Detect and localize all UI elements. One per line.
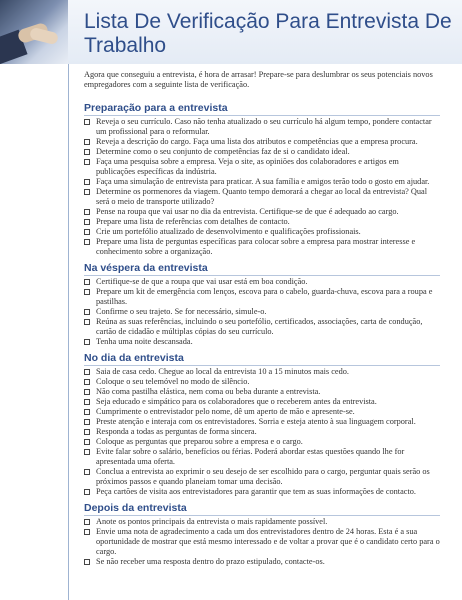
intro-paragraph: Agora que conseguiu a entrevista, é hora de arrasar! Prepare-se para deslumbrar os seus potenciais novos empregadores com a seguinte lista de verificação. bbox=[84, 70, 433, 89]
checklist-item-text: Coloque o seu telemóvel no modo de silêncio. bbox=[96, 377, 250, 386]
checkbox-icon[interactable] bbox=[84, 279, 90, 285]
checkbox-icon[interactable] bbox=[84, 219, 90, 225]
checklist-section bbox=[84, 262, 440, 347]
checklist-item-text: Crie um portefólio atualizado de desenvolvimento e qualificações profissionais. bbox=[96, 227, 361, 236]
checklist-item-text: Cumprimente o entrevistador pelo nome, dê um aperto de mão e apresente-se. bbox=[96, 407, 355, 416]
checklist-item-text: Envie uma nota de agradecimento a cada um dos entrevistadores dentro de 24 horas. Esta é a sua oportunidade de mostrar que está mesmo interessado e de voltar a provar que é o candidato certo para o cargo. bbox=[96, 527, 440, 556]
checklist-item bbox=[84, 437, 440, 447]
checklist-section bbox=[84, 352, 440, 497]
checklist-item-text: Reveja a descrição do cargo. Faça uma lista dos atributos e competências que a empresa procura. bbox=[96, 137, 418, 146]
checklist-item-text: Pense na roupa que vai usar no dia da entrevista. Certifique-se de que é adequado ao cargo. bbox=[96, 207, 399, 216]
checklist-item bbox=[84, 157, 440, 177]
section-divider bbox=[84, 365, 440, 366]
checklist-item-text: Preste atenção e interaja com os entrevistadores. Sorria e esteja atento à sua linguagem corporal. bbox=[96, 417, 416, 426]
checklist-item bbox=[84, 447, 440, 467]
checklist-item bbox=[84, 277, 440, 287]
section-heading: Depois da entrevista bbox=[84, 502, 187, 514]
checklist-item-text: Confirme o seu trajeto. Se for necessário, simule-o. bbox=[96, 307, 267, 316]
checklist-item bbox=[84, 287, 440, 307]
checklist-item-text: Evite falar sobre o salário, benefícios ou férias. Poderá abordar estas questões quando lhe for apresentada uma oferta. bbox=[96, 447, 405, 466]
checkbox-icon[interactable] bbox=[84, 139, 90, 145]
checkbox-icon[interactable] bbox=[84, 529, 90, 535]
checklist-item bbox=[84, 367, 440, 377]
checklist-item-text: Prepare uma lista de referências com detalhes de contacto. bbox=[96, 217, 290, 226]
document-content bbox=[84, 70, 440, 572]
checkbox-icon[interactable] bbox=[84, 399, 90, 405]
checkbox-icon[interactable] bbox=[84, 559, 90, 565]
checkbox-icon[interactable] bbox=[84, 409, 90, 415]
checklist-item bbox=[84, 397, 440, 407]
checklist bbox=[84, 367, 440, 497]
checklist-item bbox=[84, 217, 440, 227]
checkbox-icon[interactable] bbox=[84, 369, 90, 375]
checklist-item-text: Faça uma pesquisa sobre a empresa. Veja o site, as opiniões dos colaboradores e artigos em publicações específicas da indústria. bbox=[96, 157, 399, 176]
checkbox-icon[interactable] bbox=[84, 439, 90, 445]
section-divider bbox=[84, 115, 440, 116]
sections-container bbox=[84, 102, 440, 567]
checkbox-icon[interactable] bbox=[84, 389, 90, 395]
page-title: Lista De Verificação Para Entrevista De Trabalho bbox=[84, 10, 452, 57]
checklist-item-text: Determine os pormenores da viagem. Quanto tempo demorará a chegar ao local da entrevista? Qual será o meio de transporte utilizado? bbox=[96, 187, 428, 206]
section-divider bbox=[84, 515, 440, 516]
checkbox-icon[interactable] bbox=[84, 189, 90, 195]
checkbox-icon[interactable] bbox=[84, 229, 90, 235]
checklist-item bbox=[84, 147, 440, 157]
checklist-item-text: Responda a todas as perguntas de forma sincera. bbox=[96, 427, 257, 436]
checkbox-icon[interactable] bbox=[84, 429, 90, 435]
checklist-item-text: Conclua a entrevista ao exprimir o seu desejo de ser escolhido para o cargo, perguntar quais serão os próximos passos e quando planeiam tomar uma decisão. bbox=[96, 467, 430, 486]
checkbox-icon[interactable] bbox=[84, 309, 90, 315]
checklist-item-text: Determine como o seu conjunto de competências faz de si o candidato ideal. bbox=[96, 147, 350, 156]
checkbox-icon[interactable] bbox=[84, 319, 90, 325]
handshake-photo bbox=[0, 0, 68, 64]
checklist-item-text: Reúna as suas referências, incluindo o seu portefólio, certificados, associações, carta de condução, cartão de cidadão e múltiplas cópias do seu currículo. bbox=[96, 317, 423, 336]
checklist-section bbox=[84, 502, 440, 567]
checklist-item-text: Faça uma simulação de entrevista para praticar. A sua família e amigos terão todo o gosto em ajudar. bbox=[96, 177, 430, 186]
checklist-item bbox=[84, 387, 440, 397]
checkbox-icon[interactable] bbox=[84, 469, 90, 475]
checklist-item bbox=[84, 337, 440, 347]
left-margin-rule bbox=[68, 64, 69, 600]
checklist-item bbox=[84, 317, 440, 337]
checkbox-icon[interactable] bbox=[84, 119, 90, 125]
checklist-item bbox=[84, 237, 440, 257]
checklist-item-text: Se não receber uma resposta dentro do prazo estipulado, contacte-os. bbox=[96, 557, 325, 566]
checklist-item bbox=[84, 177, 440, 187]
checklist-item bbox=[84, 187, 440, 207]
checkbox-icon[interactable] bbox=[84, 209, 90, 215]
checklist-item-text: Seja educado e simpático para os colaboradores que o receberem antes da entrevista. bbox=[96, 397, 377, 406]
checklist-item bbox=[84, 307, 440, 317]
checklist-item bbox=[84, 377, 440, 387]
checklist-item bbox=[84, 227, 440, 237]
checklist-item bbox=[84, 487, 440, 497]
checklist-item-text: Certifique-se de que a roupa que vai usar está em boa condição. bbox=[96, 277, 308, 286]
checklist-item bbox=[84, 517, 440, 527]
checklist-item-text: Peça cartões de visita aos entrevistadores para garantir que tem as suas informações de contacto. bbox=[96, 487, 416, 496]
checklist-item bbox=[84, 207, 440, 217]
checklist bbox=[84, 277, 440, 347]
checklist bbox=[84, 517, 440, 567]
checklist-item-text: Reveja o seu currículo. Caso não tenha atualizado o seu currículo há algum tempo, pondere contactar um profissional para o reformular. bbox=[96, 117, 432, 136]
checklist-item-text: Tenha uma noite descansada. bbox=[96, 337, 193, 346]
checklist-item-text: Coloque as perguntas que preparou sobre a empresa e o cargo. bbox=[96, 437, 303, 446]
checklist-item bbox=[84, 427, 440, 437]
checkbox-icon[interactable] bbox=[84, 449, 90, 455]
checkbox-icon[interactable] bbox=[84, 419, 90, 425]
checkbox-icon[interactable] bbox=[84, 379, 90, 385]
checklist-item bbox=[84, 527, 440, 557]
checklist-item-text: Anote os pontos principais da entrevista o mais rapidamente possível. bbox=[96, 517, 328, 526]
checkbox-icon[interactable] bbox=[84, 339, 90, 345]
checklist-item bbox=[84, 137, 440, 147]
section-heading: Na véspera da entrevista bbox=[84, 262, 208, 274]
checklist-item-text: Prepare um kit de emergência com lenços, escova para o cabelo, guarda-chuva, escova para a roupa e pastilhas. bbox=[96, 287, 433, 306]
checkbox-icon[interactable] bbox=[84, 489, 90, 495]
checkbox-icon[interactable] bbox=[84, 519, 90, 525]
checklist-item bbox=[84, 117, 440, 137]
checklist-item-text: Saia de casa cedo. Chegue ao local da entrevista 10 a 15 minutos mais cedo. bbox=[96, 367, 349, 376]
checkbox-icon[interactable] bbox=[84, 149, 90, 155]
checklist-item bbox=[84, 467, 440, 487]
checklist-item-text: Não coma pastilha elástica, nem coma ou beba durante a entrevista. bbox=[96, 387, 321, 396]
checkbox-icon[interactable] bbox=[84, 179, 90, 185]
section-heading: Preparação para a entrevista bbox=[84, 102, 228, 114]
checklist-section bbox=[84, 102, 440, 257]
checklist-item bbox=[84, 407, 440, 417]
checklist-item bbox=[84, 557, 440, 567]
checklist-item bbox=[84, 417, 440, 427]
checkbox-icon[interactable] bbox=[84, 159, 90, 165]
checkbox-icon[interactable] bbox=[84, 289, 90, 295]
section-heading: No dia da entrevista bbox=[84, 352, 184, 364]
checklist-item-text: Prepare uma lista de perguntas específicas para colocar sobre a empresa para mostrar interesse e conhecimento sobre a organização. bbox=[96, 237, 416, 256]
section-divider bbox=[84, 275, 440, 276]
checklist bbox=[84, 117, 440, 257]
checkbox-icon[interactable] bbox=[84, 239, 90, 245]
photo-hand-right bbox=[29, 27, 59, 45]
